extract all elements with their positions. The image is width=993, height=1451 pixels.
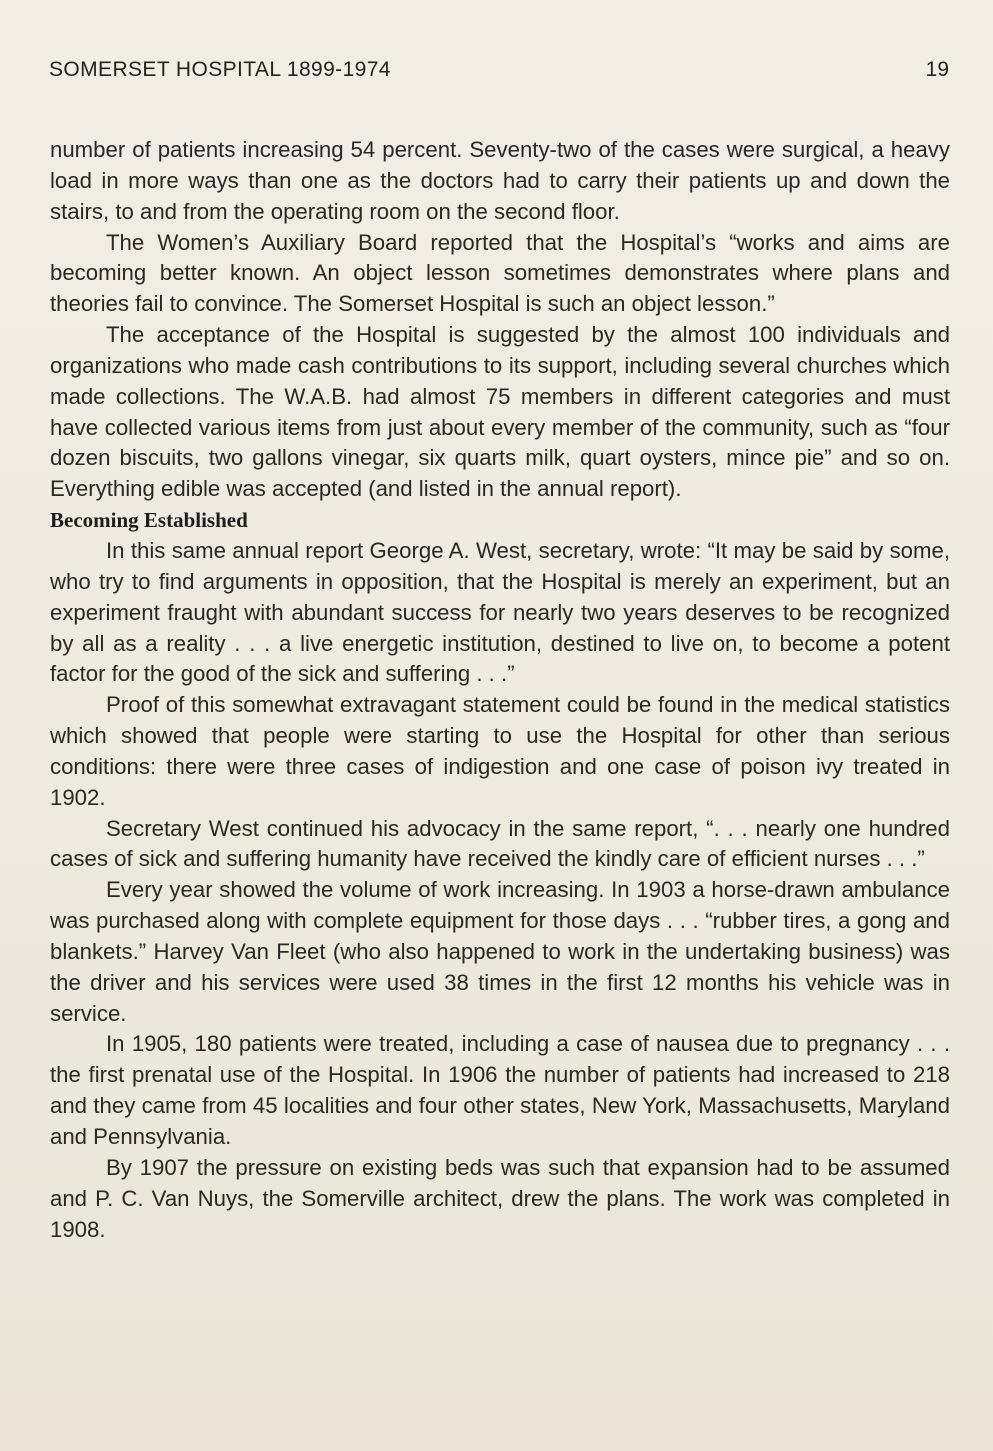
section-heading: Becoming Established <box>50 508 248 533</box>
page-number: 19 <box>925 58 949 81</box>
paragraph-acceptance: The acceptance of the Hospital is suggested by the almost 100 individuals and organizations who made cash contributions to its support, including several churches which made collections. The W.A.B. had almost 75 members in different categories and must have collected various items from just about every member of the community, such as “four dozen biscuits, two gallons vinegar, six quarts milk, quart oysters, mince pie” and so on. Everything edible was accepted (and listed in the annual report). <box>50 322 950 502</box>
running-header <box>49 58 949 88</box>
paragraph-patients-1905: In 1905, 180 patients were treated, including a case of nausea due to pregnancy . . . the first prenatal use of the Hospital. In 1906 the number of patients had increased to 218 and they came from 45 localities and four other states, New York, Massachusetts, Maryland and Pennsylvania. <box>50 1031 950 1149</box>
paragraph-expansion: By 1907 the pressure on existing beds was such that expansion had to be assumed and P. C. Van Nuys, the Somerville architect, drew the plans. The work was completed in 1908. <box>50 1154 950 1242</box>
body-text <box>50 135 950 1245</box>
paragraph-medical-statistics: Proof of this somewhat extravagant statement could be found in the medical statistics which showed that people were starting to use the Hospital for other than serious conditions: there were three cases of indigestion and one case of poison ivy treated in 1902. <box>50 692 950 810</box>
running-title: SOMERSET HOSPITAL 1899-1974 <box>49 58 391 81</box>
paragraph-auxiliary-board: The Women’s Auxiliary Board reported that the Hospital’s “works and aims are becoming better known. An object lesson sometimes demonstrates where plans and theories fail to convince. The Somerset Hospital is such an object lesson.” <box>50 229 950 317</box>
paragraph-annual-report: In this same annual report George A. West, secretary, wrote: “It may be said by some, who try to find arguments in opposition, that the Hospital is merely an experiment, but an experiment fraught with abundant success for nearly two years deserves to be recognized by all as a reality . . . a live energetic institution, destined to live on, to become a potent factor for the good of the sick and suffering . . .” <box>50 537 950 687</box>
paragraph-secretary-west: Secretary West continued his advocacy in the same report, “. . . nearly one hundred cases of sick and suffering humanity have received the kindly care of efficient nurses . . .” <box>50 815 950 872</box>
paragraph-ambulance: Every year showed the volume of work increasing. In 1903 a horse-drawn ambulance was purchased along with complete equipment for those days . . . “rubber tires, a gong and blankets.” Harvey Van Fleet (who also happened to work in the undertaking business) was the driver and his services were used 38 times in the first 12 months his vehicle was in service. <box>50 877 950 1026</box>
paragraph-continued: number of patients increasing 54 percent. Seventy-two of the cases were surgical, a heavy load in more ways than one as the doctors had to carry their patients up and down the stairs, to and from the operating room on the second floor. <box>50 137 950 224</box>
